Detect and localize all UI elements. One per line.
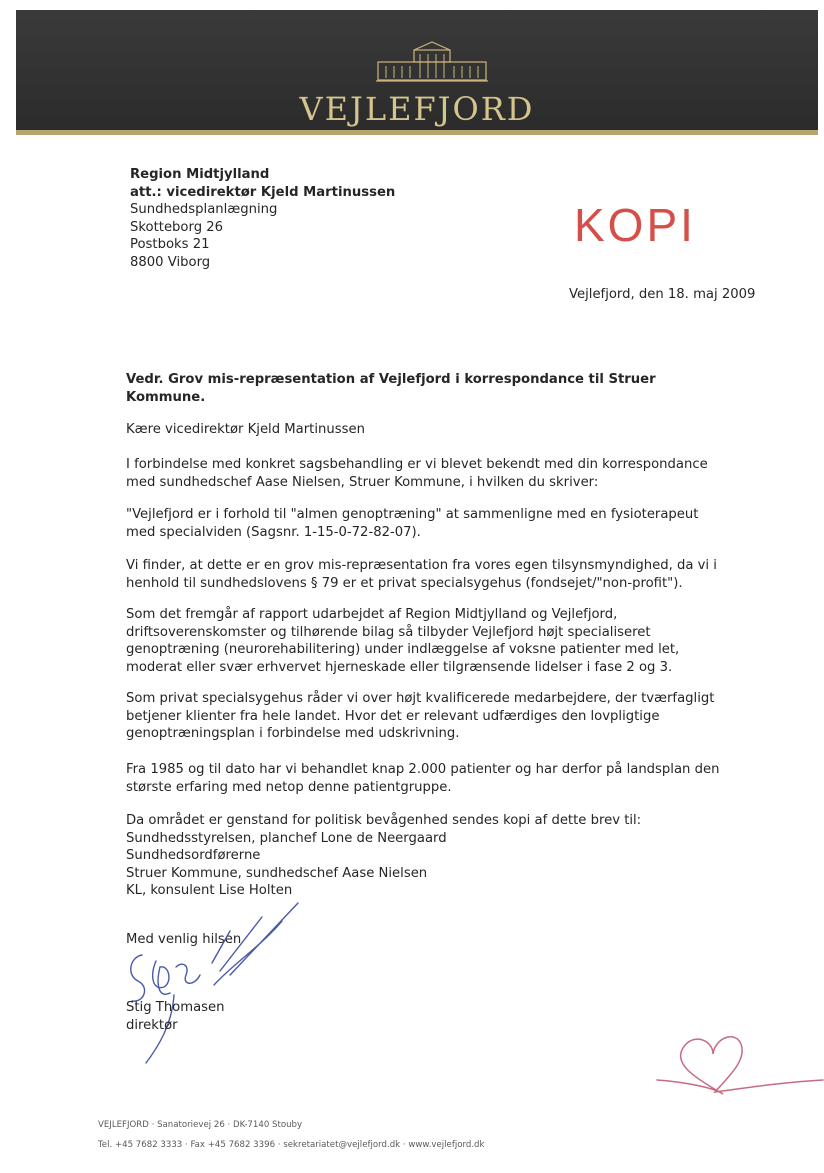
paragraph-line: største erfaring med netop denne patientgruppe. xyxy=(126,779,452,795)
copy-list xyxy=(126,812,641,900)
recipient-line: Postboks 21 xyxy=(130,237,210,252)
recipient-org: Region Midtjylland xyxy=(130,167,270,182)
copy-recipient: Struer Kommune, sundhedschef Aase Nielsen xyxy=(126,865,428,881)
signatory-title: direktør xyxy=(126,1017,178,1033)
logo-wordmark: VEJLEFJORD xyxy=(299,90,535,128)
building-logo-icon xyxy=(374,40,490,84)
heart-logo-icon xyxy=(655,1018,824,1118)
paragraph-3 xyxy=(126,557,717,592)
salutation: Kære vicedirektør Kjeld Martinussen xyxy=(126,422,365,437)
paragraph-line: I forbindelse med konkret sagsbehandling er vi blevet bekendt med din korrespondance xyxy=(126,457,708,472)
recipient-line: Skotteborg 26 xyxy=(130,219,224,235)
closing: Med venlig hilsen xyxy=(126,932,242,947)
quote-paragraph xyxy=(126,506,698,541)
letterhead-band xyxy=(16,10,818,130)
paragraph-line: moderat eller svær erhvervet hjerneskade eller tilgrænsende lidelser i fase 2 og 3. xyxy=(126,659,673,675)
kopi-stamp: KOPI xyxy=(574,199,696,251)
paragraph-line: "Vejlefjord er i forhold til "almen genoptræning" at sammenligne med en fysioterapeut xyxy=(126,507,699,522)
paragraph-line: Som det fremgår af rapport udarbejdet af Region Midtjylland og Vejlefjord, xyxy=(126,607,618,622)
paragraph-line: Fra 1985 og til dato har vi behandlet knap 2.000 patienter og har derfor på landsplan den xyxy=(126,762,720,777)
recipient-address xyxy=(130,166,395,271)
paragraph-line: med sundhedschef Aase Nielsen, Struer Kommune, i hvilken du skriver: xyxy=(126,474,599,490)
paragraph-line: betjener klienter fra hele landet. Hvor det er relevant udfærdiges den lovpligtige xyxy=(126,708,660,724)
recipient-att: att.: vicedirektør Kjeld Martinussen xyxy=(130,184,396,200)
recipient-line: Sundhedsplanlægning xyxy=(130,202,278,217)
subject-line: Vedr. Grov mis-repræsentation af Vejlefjord i korrespondance til Struer xyxy=(126,372,656,387)
paragraph-line: driftsoverenskomster og tilhørende bilag så tilbyder Vejlefjord højt specialiseret xyxy=(126,624,651,640)
paragraph-4 xyxy=(126,606,679,676)
subject-heading xyxy=(126,371,656,406)
paragraph-5 xyxy=(126,690,714,743)
copy-intro: Da området er genstand for politisk bevågenhed sendes kopi af dette brev til: xyxy=(126,813,642,828)
date-line: Vejlefjord, den 18. maj 2009 xyxy=(569,287,756,302)
copy-recipient: Sundhedsstyrelsen, planchef Lone de Neergaard xyxy=(126,830,447,846)
footer-contact: Tel. +45 7682 3333 · Fax +45 7682 3396 · sekretariatet@vejlefjord.dk · www.vejlefjord.dk xyxy=(98,1140,485,1150)
paragraph-1 xyxy=(126,456,708,491)
paragraph-line: Vi finder, at dette er en grov mis-repræsentation fra vores egen tilsynsmyndighed, da vi i xyxy=(126,558,717,573)
paragraph-line: genoptræningsplan i forbindelse med udskrivning. xyxy=(126,726,460,741)
footer-address: VEJLEFJORD · Sanatorievej 26 · DK-7140 Stouby xyxy=(98,1120,303,1130)
paragraph-line: Som privat specialsygehus råder vi over højt kvalificerede medarbejdere, der tværfagligt xyxy=(126,691,715,706)
copy-recipient: Sundhedsordførerne xyxy=(126,848,261,863)
signatory xyxy=(126,999,225,1034)
letterhead-gold-rule xyxy=(16,130,818,135)
paragraph-line: henhold til sundhedslovens § 79 er et privat specialsygehus (fondsejet/"non-profit"). xyxy=(126,575,683,591)
paragraph-line: genoptræning (neurorehabilitering) under indlæggelse af voksne patienter med let, xyxy=(126,642,680,657)
handwritten-signature-icon xyxy=(112,895,312,1065)
paragraph-line: med specialviden (Sagsnr. 1-15-0-72-82-07). xyxy=(126,524,421,540)
signatory-name: Stig Thomasen xyxy=(126,1000,225,1015)
recipient-line: 8800 Viborg xyxy=(130,254,211,270)
copy-recipient: KL, konsulent Lise Holten xyxy=(126,883,293,898)
subject-line: Kommune. xyxy=(126,389,206,405)
paragraph-6 xyxy=(126,761,719,796)
